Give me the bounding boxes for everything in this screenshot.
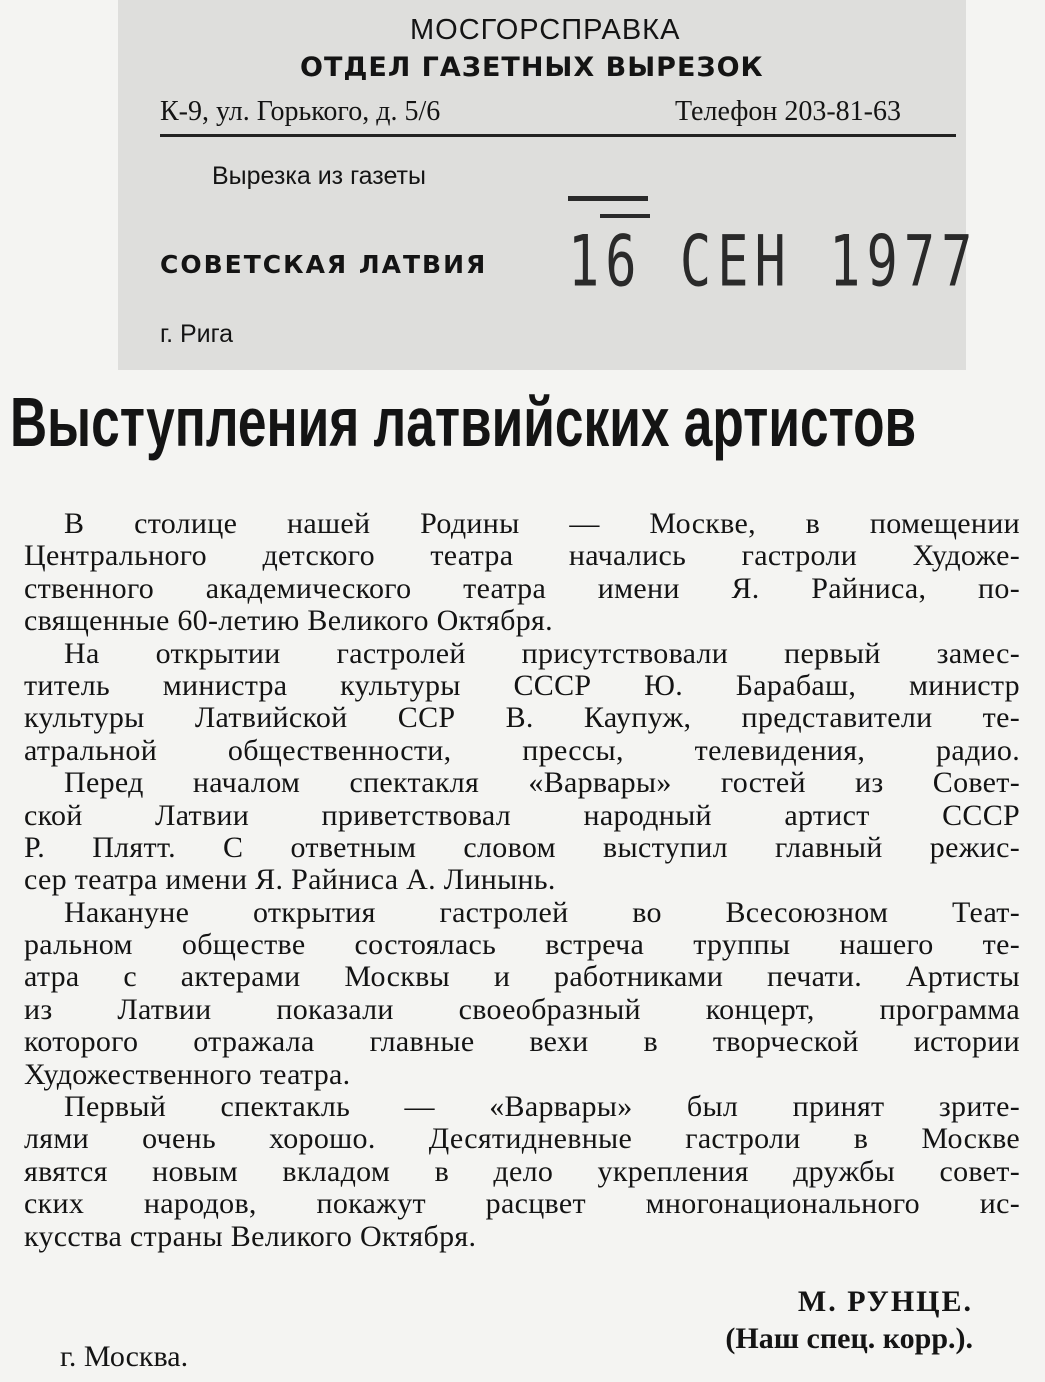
article-line: кусства страны Великого Октября. [24,1219,477,1253]
bureau-name: МОСГОРСПРАВКА [410,14,681,46]
article-line: лями очень хорошо. Десятидневные гастроли в Москве [24,1122,1020,1156]
article-line: ральном обществе состоялась встреча труппы нашего те- [24,928,1020,962]
article-line: сер театра имени Я. Райниса А. Линынь. [24,863,556,897]
article-line: атральной общественности, прессы, телевидения, радио. [24,733,1020,767]
article-body [24,508,1020,1253]
dateline: г. Москва. [60,1340,189,1373]
article-line: явятся новым вкладом в дело укрепления дружбы совет- [24,1154,1020,1188]
article-line: Художественного театра. [24,1057,351,1091]
article-line: Первый спектакль — «Варвары» был принят зрите- [64,1090,1020,1124]
bureau-address: К-9, ул. Горького, д. 5/6 [160,96,441,127]
stamp-dash [568,196,648,201]
newspaper-city: г. Рига [160,320,234,348]
article [0,370,1045,1382]
article-line: Накануне открытия гастролей во Всесоюзном Теат- [64,895,1020,929]
article-line: священные 60-летию Великого Октября. [24,604,553,638]
article-line: культуры Латвийской ССР В. Каупуж, представители те- [24,701,1020,735]
header-divider [160,134,956,137]
author-signature: М. РУНЦЕ. [797,1285,973,1318]
article-line: ственного академического театра имени Я. Райниса, по- [24,571,1020,605]
clipping-label: Вырезка из газеты [212,162,426,190]
article-line: из Латвии показали своеобразный концерт, программа [24,992,1020,1026]
article-line: В столице нашей Родины — Москве, в помещении [64,507,1020,540]
author-note: (Наш спец. корр.). [725,1322,973,1355]
article-line: ских народов, покажут расцвет многонационального ис- [24,1187,1020,1221]
stamp-dash [600,214,650,218]
article-line: На открытии гастролей присутствовали первый замес- [64,636,1020,670]
article-line: которого отражала главные вехи в творческой истории [24,1025,1020,1059]
article-line: атра с актерами Москвы и работниками печати. Артисты [24,960,1020,994]
article-line: титель министра культуры СССР Ю. Барабаш, министр [24,668,1020,702]
article-title: Выступления латвийских артистов [10,383,917,461]
article-line: Перед началом спектакля «Варвары» гостей из Совет- [64,766,1020,800]
date-stamp: 16 СЕН 1977 [568,222,979,303]
bureau-phone: Телефон 203-81-63 [675,96,901,127]
article-line: ской Латвии приветствовал народный артист СССР [24,798,1020,832]
newspaper-name: СОВЕТСКАЯ ЛАТВИЯ [160,250,488,279]
article-line: Центрального детского театра начались гастроли Художе- [24,539,1020,573]
article-line: Р. Плятт. С ответным словом выступил главный режис- [24,830,1020,864]
department-name: ОТДЕЛ ГАЗЕТНЫХ ВЫРЕЗОК [300,52,764,83]
